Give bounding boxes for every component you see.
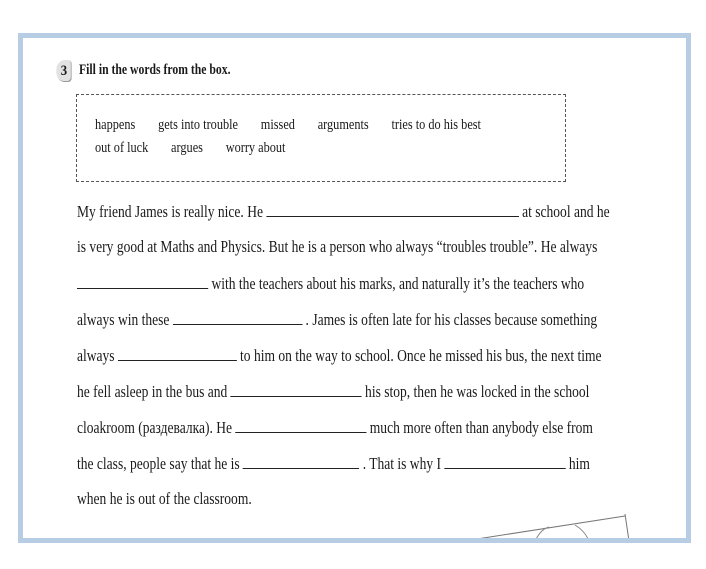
text-segment: is very good at Maths and Physics. But he is a person who always “troubles trouble”. He always [77, 237, 598, 256]
text-segment: always [77, 346, 115, 365]
blank-3[interactable] [173, 309, 303, 325]
word-box-row-2 [95, 140, 305, 157]
text-segment: him [568, 454, 590, 473]
text-segment: at school and he [522, 202, 610, 221]
text-line-4 [77, 309, 598, 333]
blank-8[interactable] [444, 453, 565, 469]
text-segment: much more often than anybody else from [369, 418, 593, 437]
text-segment: he fell asleep in the bus and [77, 382, 228, 401]
text-segment: his stop, then he was locked in the school [365, 382, 590, 401]
worksheet-frame [18, 33, 691, 543]
exercise-number: 3 [56, 60, 71, 82]
blank-6[interactable] [235, 417, 366, 433]
text-line-8 [77, 453, 590, 477]
text-line-1 [77, 201, 610, 225]
blank-5[interactable] [231, 381, 362, 397]
text-line-6 [77, 381, 590, 405]
text-segment: . That is why I [362, 454, 441, 473]
text-line-7 [77, 417, 593, 441]
blank-4[interactable] [118, 345, 237, 361]
text-line-5 [77, 345, 602, 369]
text-segment: the class, people say that he is [77, 454, 240, 473]
word-argues: argues [171, 140, 203, 156]
text-line-2 [77, 237, 662, 261]
pencil-sketch-marks [475, 501, 645, 541]
word-box [76, 94, 566, 182]
blank-7[interactable] [243, 453, 359, 469]
word-arguments: arguments [317, 117, 369, 133]
text-segment: to him on the way to school. Once he missed his bus, the next time [240, 346, 602, 365]
text-segment: . James is often late for his classes because something [305, 310, 598, 329]
word-out-of-luck: out of luck [95, 140, 149, 156]
text-segment: My friend James is really nice. He [77, 202, 263, 221]
text-line-3 [77, 273, 585, 297]
blank-1[interactable] [266, 201, 519, 217]
text-segment: when he is out of the classroom. [77, 489, 252, 508]
word-gets-into-trouble: gets into trouble [158, 117, 239, 133]
text-segment: cloakroom (раздевалка). He [77, 418, 233, 437]
word-box-row-1 [95, 117, 501, 134]
exercise-title: Fill in the words from the box. [79, 62, 231, 78]
word-worry-about: worry about [225, 140, 286, 156]
blank-2[interactable] [77, 273, 208, 289]
text-segment: always win these [77, 310, 170, 329]
word-missed: missed [260, 117, 295, 133]
word-happens: happens [95, 117, 136, 133]
text-segment: with the teachers about his marks, and naturally it’s the teachers who [211, 274, 585, 293]
word-tries-to-do-his-best: tries to do his best [391, 117, 481, 133]
